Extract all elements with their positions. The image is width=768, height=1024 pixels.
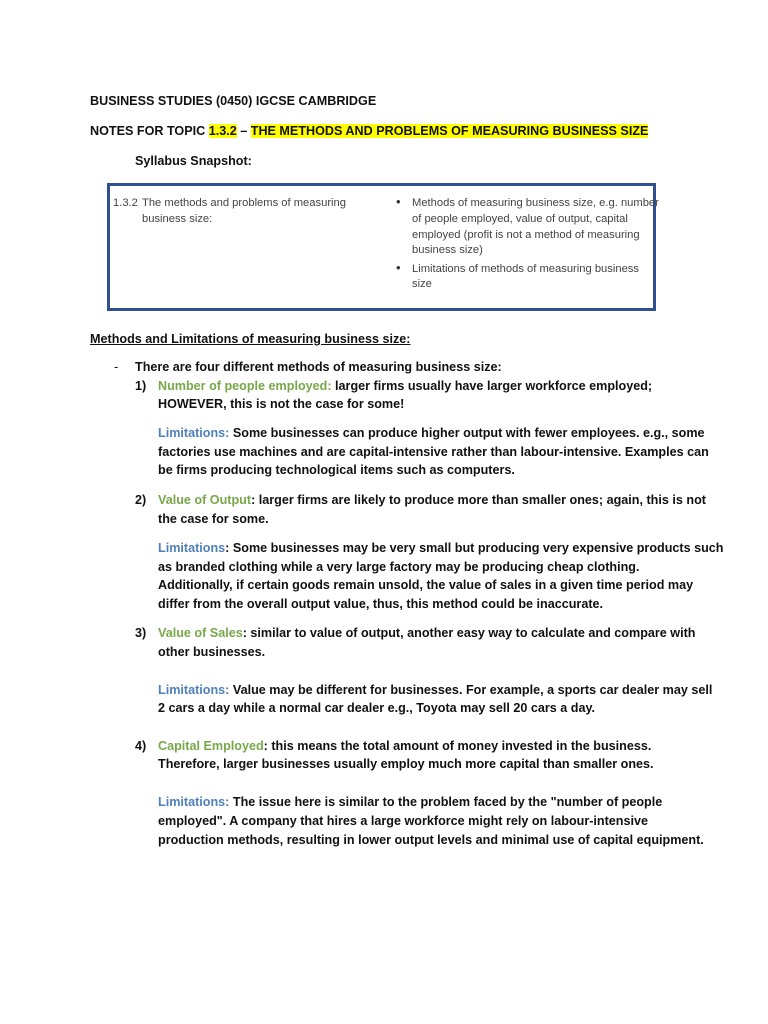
syllabus-topic-line2: business size: bbox=[142, 213, 213, 225]
bullet-icon: • bbox=[396, 260, 401, 275]
method-1-desc-line2 bbox=[158, 395, 404, 414]
topic-number: 1.3.2 bbox=[208, 124, 237, 138]
syllabus-topic-line1: The methods and problems of measuring bbox=[142, 197, 346, 209]
method-2-comma: , bbox=[229, 578, 233, 592]
method-1-desc-line1: larger firms usually have larger workforce employed; bbox=[331, 379, 653, 393]
intro-text: There are four different methods of measuring business size: bbox=[135, 360, 502, 374]
limitations-label: Limitations: bbox=[158, 683, 230, 697]
method-3-name: Value of Sales bbox=[158, 626, 243, 640]
method-3-lim-line1: Value may be different for businesses. For example, a sports car dealer may sell bbox=[229, 683, 713, 697]
syllabus-bullet2-line1: Limitations of methods of measuring business bbox=[412, 263, 639, 275]
method-4-limitations bbox=[158, 793, 662, 812]
limitations-label: Limitations: bbox=[158, 795, 230, 809]
method-1-lim-line2: factories use machines and are capital-intensive rather than labour-intensive. Examples can bbox=[158, 445, 709, 459]
method-1-limitations bbox=[158, 424, 705, 443]
snapshot-label: Syllabus Snapshot: bbox=[135, 154, 252, 168]
method-2-lim-line1: : Some businesses may be very small but producing very expensive products such bbox=[225, 541, 724, 555]
method-4-desc-line2: Therefore, larger businesses usually employ much more capital than smaller ones. bbox=[158, 757, 654, 771]
method-1-lim-line1: Some businesses can produce higher output with fewer employees. e.g., some bbox=[229, 426, 705, 440]
method-3-lim-line2: 2 cars a day while a normal car dealer e.g., Toyota may sell 20 cars a day. bbox=[158, 701, 596, 715]
section-heading: Methods and Limitations of measuring business size: bbox=[90, 332, 411, 346]
syllabus-number: 1.3.2 bbox=[113, 197, 138, 209]
method-2-lim-line4: differ from the overall output value, thus, this method could be inaccurate. bbox=[158, 597, 604, 611]
method-2-lim-line3-rest: if certain goods remain unsold, the value of sales in a given time period may bbox=[236, 578, 694, 592]
limitations-label: Limitations: bbox=[158, 426, 230, 440]
method-4-lim-line2: employed". A company that hires a large workforce might rely on labour-intensive bbox=[158, 814, 649, 828]
limitations-label: Limitations bbox=[158, 541, 226, 555]
topic-dash: – bbox=[236, 124, 251, 138]
method-4-desc-line1: : this means the total amount of money invested in the business. bbox=[263, 739, 652, 753]
method-4-lim-line3: production methods, resulting in lower output levels and minimal use of capital equipment. bbox=[158, 833, 704, 847]
method-number: 4) bbox=[135, 739, 147, 753]
method-4-desc bbox=[158, 737, 651, 756]
method-1-however: HOWEVER, bbox=[158, 397, 227, 411]
method-2-limitations bbox=[158, 539, 724, 558]
method-1-lim-line3: be firms producing technological items such as computers. bbox=[158, 463, 515, 477]
method-4-name: Capital Employed bbox=[158, 739, 264, 753]
method-2-additionally: Additionally bbox=[158, 578, 230, 592]
method-3-limitations bbox=[158, 681, 712, 700]
intro-dash: - bbox=[114, 360, 119, 374]
syllabus-bullet1-line4: business size) bbox=[412, 244, 483, 256]
method-3-desc-line2: other businesses. bbox=[158, 645, 266, 659]
method-1-name: Number of people employed: bbox=[158, 379, 332, 393]
topic-heading bbox=[90, 122, 648, 141]
method-3-desc-line1: : similar to value of output, another easy way to calculate and compare with bbox=[242, 626, 696, 640]
method-number: 1) bbox=[135, 379, 147, 393]
method-2-name: Value of Output bbox=[158, 493, 252, 507]
method-2-desc-line1: : larger firms are likely to produce more than smaller ones; again, this is not bbox=[251, 493, 706, 507]
syllabus-bullet2-line2: size bbox=[412, 278, 432, 290]
method-2-desc-line2: the case for some. bbox=[158, 512, 269, 526]
topic-title: THE METHODS AND PROBLEMS OF MEASURING BUSINESS SIZE bbox=[250, 124, 649, 138]
method-2-lim-line3 bbox=[158, 576, 693, 595]
method-2-desc bbox=[158, 491, 706, 510]
method-1-desc-rest: this is not the case for some! bbox=[226, 397, 405, 411]
notes-prefix: NOTES FOR TOPIC bbox=[90, 124, 209, 138]
method-2-lim-line2: as branded clothing while a very large factory may be producing cheap clothing. bbox=[158, 560, 640, 574]
bullet-icon: • bbox=[396, 194, 401, 209]
syllabus-bullet1-line2: of people employed, value of output, capital bbox=[412, 213, 628, 225]
document-title: BUSINESS STUDIES (0450) IGCSE CAMBRIDGE bbox=[90, 94, 377, 108]
syllabus-bullet1-line1: Methods of measuring business size, e.g. number bbox=[412, 197, 659, 209]
method-3-desc bbox=[158, 624, 695, 643]
method-number: 3) bbox=[135, 626, 147, 640]
method-4-lim-line1: The issue here is similar to the problem faced by the "number of people bbox=[229, 795, 663, 809]
method-number: 2) bbox=[135, 493, 147, 507]
method-1-desc bbox=[158, 377, 652, 396]
syllabus-bullet1-line3: employed (profit is not a method of measuring bbox=[412, 229, 640, 241]
